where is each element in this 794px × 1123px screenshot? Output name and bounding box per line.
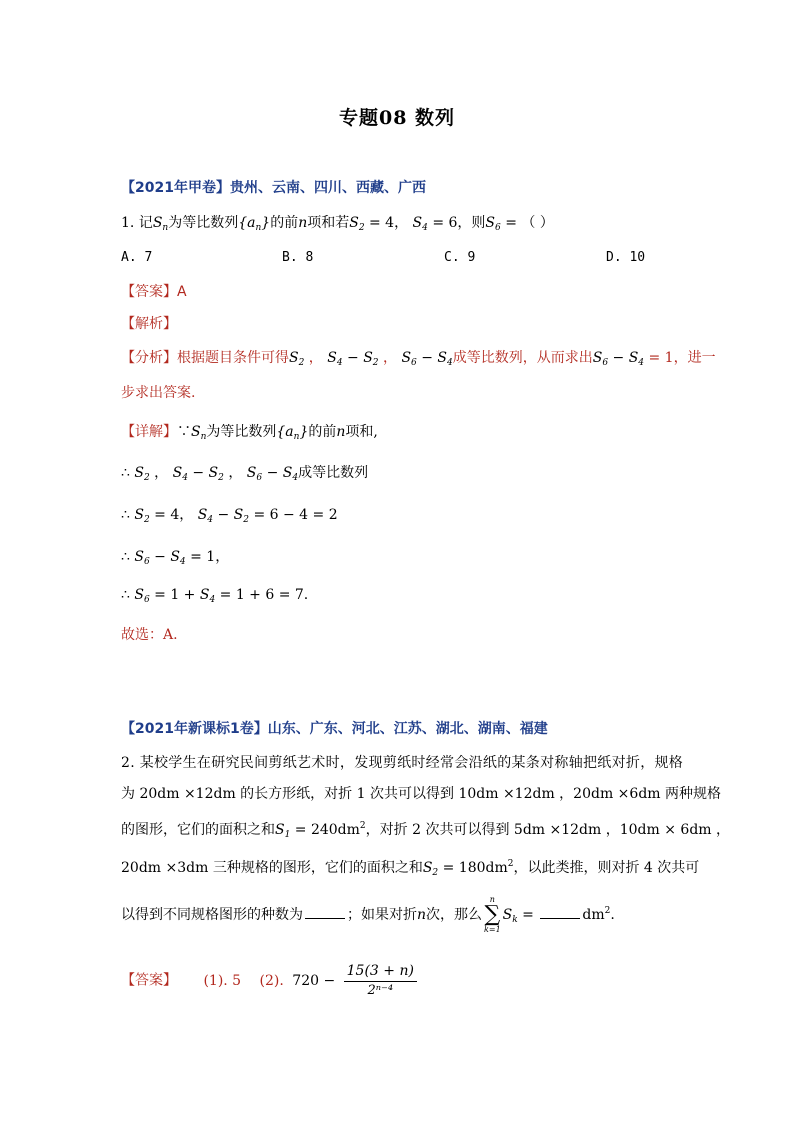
answer-blank-1 <box>305 917 345 919</box>
q2-source-tag: 【2021年新课标1卷】山东、广东、河北、江苏、湖北、湖南、福建 <box>121 721 548 737</box>
q2-line3: 的图形，它们的面积之和$S_1 = 240dm^2$，对折 2 次共可以得到 5dm ×12dm ，10dm × 6dm ， <box>121 821 731 840</box>
q1-detail-line3: ∴ $S_2 = 4$， $S_4 - S_2 = 6 - 4 = 2$ <box>121 507 338 525</box>
option-a: A. 7 <box>121 250 153 265</box>
q1-source-tag: 【2021年甲卷】贵州、云南、四川、西藏、广西 <box>121 180 426 196</box>
answer-fraction: $\frac{15(3 + n)}{\text{2ⁿ⁻⁴}}$ <box>344 963 417 998</box>
summation-symbol: n ∑ k=1 <box>484 895 501 934</box>
q2-line1: 2. 某校学生在研究民间剪纸艺术时，发现剪纸时经常会沿纸的某条对称轴把纸对折，规格 <box>121 755 684 771</box>
q1-detail-line4: ∴ $S_6 - S_4 = 1$， <box>121 549 230 567</box>
q1-detail-line5: ∴ $S_6 = 1 + S_4 = 1 + 6 = 7$. <box>121 587 309 605</box>
q1-fenxi: 【分析】根据题目条件可得$S_2$ ， $S_4 - S_2$ ， $S_6 - S_4$成等比数列，从而求出$S_6 - S_4 = 1$，进一 <box>121 350 716 368</box>
q1-detail-line1: 【详解】$\because S_n$为等比数列$\{a_n\}$的前n项和, <box>121 424 378 442</box>
option-b: B. 8 <box>282 250 314 265</box>
q2-answer: 【答案】 (1). 5 (2). 720 − $\frac{15(3 + n)}{\text{2ⁿ⁻⁴}}$ <box>121 963 417 998</box>
q1-answer: 【答案】A <box>121 284 187 300</box>
q1-conclusion: 故选：A. <box>121 627 178 643</box>
q1-detail-line2: ∴ $S_2$ ， $S_4 - S_2$ ， $S_6 - S_4$成等比数列 <box>121 465 369 483</box>
q1-analysis-label: 【解析】 <box>121 316 177 332</box>
option-d: D. 10 <box>606 250 646 265</box>
q1-fenxi-cont: 步求出答案. <box>121 385 196 401</box>
page-title: 专题08 数列 <box>338 107 456 129</box>
q1-stem: 1. 记$S_n$为等比数列$\{a_n\}$的前n项和若$S_2 = 4$， $S_4 = 6$，则$S_6$ = （ ） <box>121 215 554 233</box>
q2-line2: 为 20dm ×12dm 的长方形纸，对折 1 次共可以得到 10dm ×12dm ，20dm ×6dm 两种规格 <box>121 786 722 802</box>
q2-line4: 20dm ×3dm 三种规格的图形，它们的面积之和$S_2 = 180dm^2$，以此类推，则对折 4 次共可 <box>121 859 700 878</box>
q2-line5: 以得到不同规格图形的种数为 ；如果对折n次，那么 n ∑ k=1 $S_k = dm^2$. <box>121 895 615 934</box>
answer-blank-2 <box>540 917 580 919</box>
option-c: C. 9 <box>444 250 476 265</box>
